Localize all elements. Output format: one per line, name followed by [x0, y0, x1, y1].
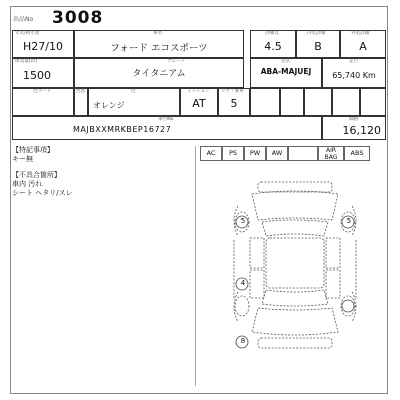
- doors-cell: [218, 88, 250, 116]
- mission-label: ミッション: [187, 89, 210, 94]
- mileage-value: 65,740 Km: [332, 71, 376, 80]
- color-change-label: 色替: [76, 89, 86, 94]
- equipment-ps: PS: [222, 146, 244, 161]
- exterior-label: 外装評価: [351, 31, 370, 36]
- cc-value: 1500: [23, 69, 51, 82]
- score-label: 評価点: [265, 31, 279, 36]
- color-label: 色: [131, 89, 136, 94]
- grade-value: タイタニアム: [132, 69, 186, 79]
- special-notes-title: 【特記事項】: [12, 146, 54, 154]
- exterior-cell: [340, 30, 386, 58]
- mileage-cell: [322, 58, 386, 88]
- defect-note-item: シート ヘタリ/スレ: [12, 189, 73, 197]
- mark-label-left-door: 4: [240, 279, 246, 287]
- mark-label-rear: 8: [240, 337, 246, 345]
- doors-label: ドア・乗車: [221, 89, 244, 94]
- mileage-label: 走行: [349, 59, 359, 64]
- score-cell: [250, 30, 296, 58]
- color-cell: [88, 88, 180, 116]
- equipment-pw: PW: [244, 146, 266, 161]
- price-label: 価格: [349, 117, 359, 122]
- cc-cell: [12, 58, 74, 88]
- model-cell: [74, 30, 244, 58]
- mark-circle-right-rear: [342, 300, 354, 312]
- defect-notes-title: 【不具合箇所】: [12, 171, 61, 179]
- mission-value: AT: [192, 97, 206, 110]
- grade-label: グレード: [167, 59, 186, 64]
- equipment-ac: AC: [200, 146, 222, 161]
- interior-label: 内装評価: [307, 31, 326, 36]
- equipment-aw: AW: [266, 146, 288, 161]
- special-note-item: キー無: [12, 155, 33, 163]
- color-value: オレンジ: [93, 101, 125, 110]
- model-value: フォード エコスポーツ: [110, 43, 208, 54]
- doors-value: 5: [230, 97, 238, 110]
- interior-cell: [296, 30, 340, 58]
- year-label: 年式/初年度: [15, 31, 40, 36]
- mark-label-front: 5: [240, 217, 246, 225]
- mission-cell: [180, 88, 218, 116]
- cc-label: 排気量(cc): [15, 59, 38, 64]
- score-value: 4.5: [264, 40, 282, 53]
- chassis-label: 車台No: [158, 117, 174, 122]
- year-value: H27/10: [23, 40, 63, 53]
- colorcode-label: 色コード: [33, 89, 52, 94]
- blank-c-cell: [304, 88, 332, 116]
- interior-value: B: [314, 40, 322, 53]
- equipment-abs: ABS: [344, 146, 370, 161]
- year-cell: [12, 30, 74, 58]
- color-change-cell: [74, 88, 88, 116]
- chassis-cell: [12, 116, 322, 140]
- price-value: 16,120: [342, 124, 381, 137]
- mark-label-right: 5: [346, 217, 352, 225]
- lot-number: 3008: [52, 8, 104, 28]
- blank-d-cell: [332, 88, 360, 116]
- blank-a-cell: [250, 88, 280, 116]
- defect-note-item: 車内 汚れ: [12, 180, 43, 188]
- colorcode-cell: [12, 88, 74, 116]
- type-cell: [250, 58, 322, 88]
- blank-b-cell: [280, 88, 304, 116]
- equipment-blank: [288, 146, 318, 161]
- lot-label: 出品No: [13, 16, 34, 23]
- blank-e-cell: [360, 88, 386, 116]
- equipment-airbag-top: AIR: [325, 147, 337, 154]
- type-value: ABA-MAJUEJ: [260, 67, 312, 76]
- equipment-airbag: [318, 146, 344, 161]
- grade-cell: [74, 58, 244, 88]
- model-label: 車名: [153, 31, 163, 36]
- type-label: 型式: [281, 59, 291, 64]
- price-cell: [322, 116, 386, 140]
- vehicle-diagram: [220, 180, 370, 360]
- chassis-value: MAJBXXMRKBEP16727: [73, 125, 172, 134]
- exterior-value: A: [359, 40, 367, 53]
- equipment-airbag-bottom: BAG: [324, 154, 338, 161]
